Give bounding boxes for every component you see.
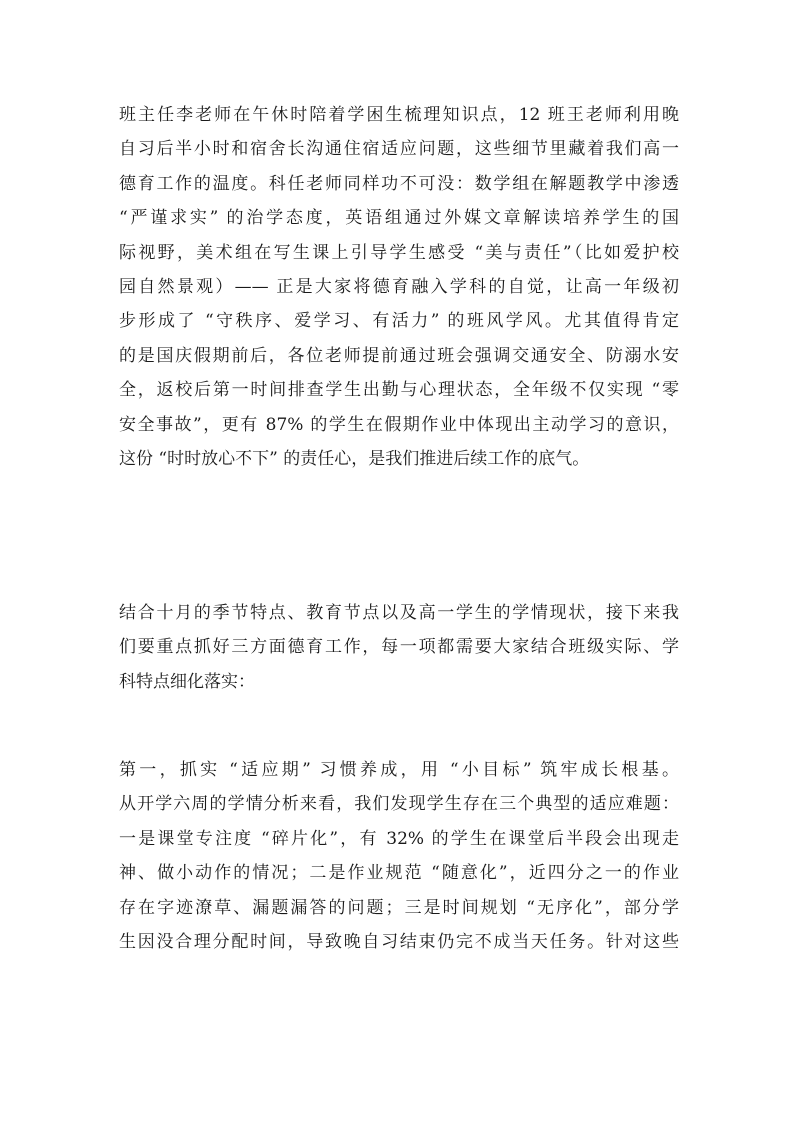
- text-line: 生因没合理分配时间，导致晚自习结束仍完不成当天任务。针对这些: [119, 931, 679, 952]
- text-line: 园自然景观）—— 正是大家将德育融入学科的自觉，让高一年级初: [119, 276, 679, 297]
- text-line: 科特点细化落实：: [119, 671, 255, 692]
- text-line: 的是国庆假期前后，各位老师提前通过班会强调交通安全、防溺水安: [119, 345, 679, 366]
- text-line: 自习后半小时和宿舍长沟通住宿适应问题，这些细节里藏着我们高一: [119, 139, 679, 160]
- text-line: 一是课堂专注度 “碎片化”，有 32% 的学生在课堂后半段会出现走: [119, 828, 679, 849]
- text-line: 存在字迹潦草、漏题漏答的问题；三是时间规划 “无序化”，部分学: [119, 897, 679, 918]
- paragraph-3: [119, 753, 679, 959]
- text-line: 班主任李老师在午休时陪着学困生梳理知识点，12 班王老师利用晚: [119, 105, 679, 125]
- text-line: 神、做小动作的情况；二是作业规范 “随意化”，近四分之一的作业: [119, 863, 679, 884]
- paragraph-2: [119, 596, 679, 699]
- text-line: 们要重点抓好三方面德育工作，每一项都需要大家结合班级实际、学: [119, 637, 679, 658]
- text-line: 结合十月的季节特点、教育节点以及高一学生的学情现状，接下来我: [119, 603, 679, 623]
- paragraph-1: [119, 98, 679, 476]
- text-line: 德育工作的温度。科任老师同样功不可没：数学组在解题教学中渗透: [119, 173, 679, 194]
- text-line: 第一，抓实 “适应期” 习惯养成，用 “小目标” 筑牢成长根基。: [119, 760, 679, 780]
- text-line: 这份 “时时放心不下” 的责任心，是我们推进后续工作的底气。: [119, 448, 590, 469]
- text-line: “严谨求实” 的治学态度，英语组通过外媒文章解读培养学生的国: [119, 208, 679, 229]
- text-line: 际视野，美术组在写生课上引导学生感受 “美与责任”（比如爱护校: [119, 242, 679, 263]
- text-line: 步形成了 “守秩序、爱学习、有活力” 的班风学风。尤其值得肯定: [119, 311, 679, 332]
- text-line: 全，返校后第一时间排查学生出勤与心理状态，全年级不仅实现 “零: [119, 380, 679, 401]
- text-line: 安全事故”，更有 87% 的学生在假期作业中体现出主动学习的意识，: [119, 414, 679, 435]
- text-line: 从开学六周的学情分析来看，我们发现学生存在三个典型的适应难题：: [119, 794, 679, 815]
